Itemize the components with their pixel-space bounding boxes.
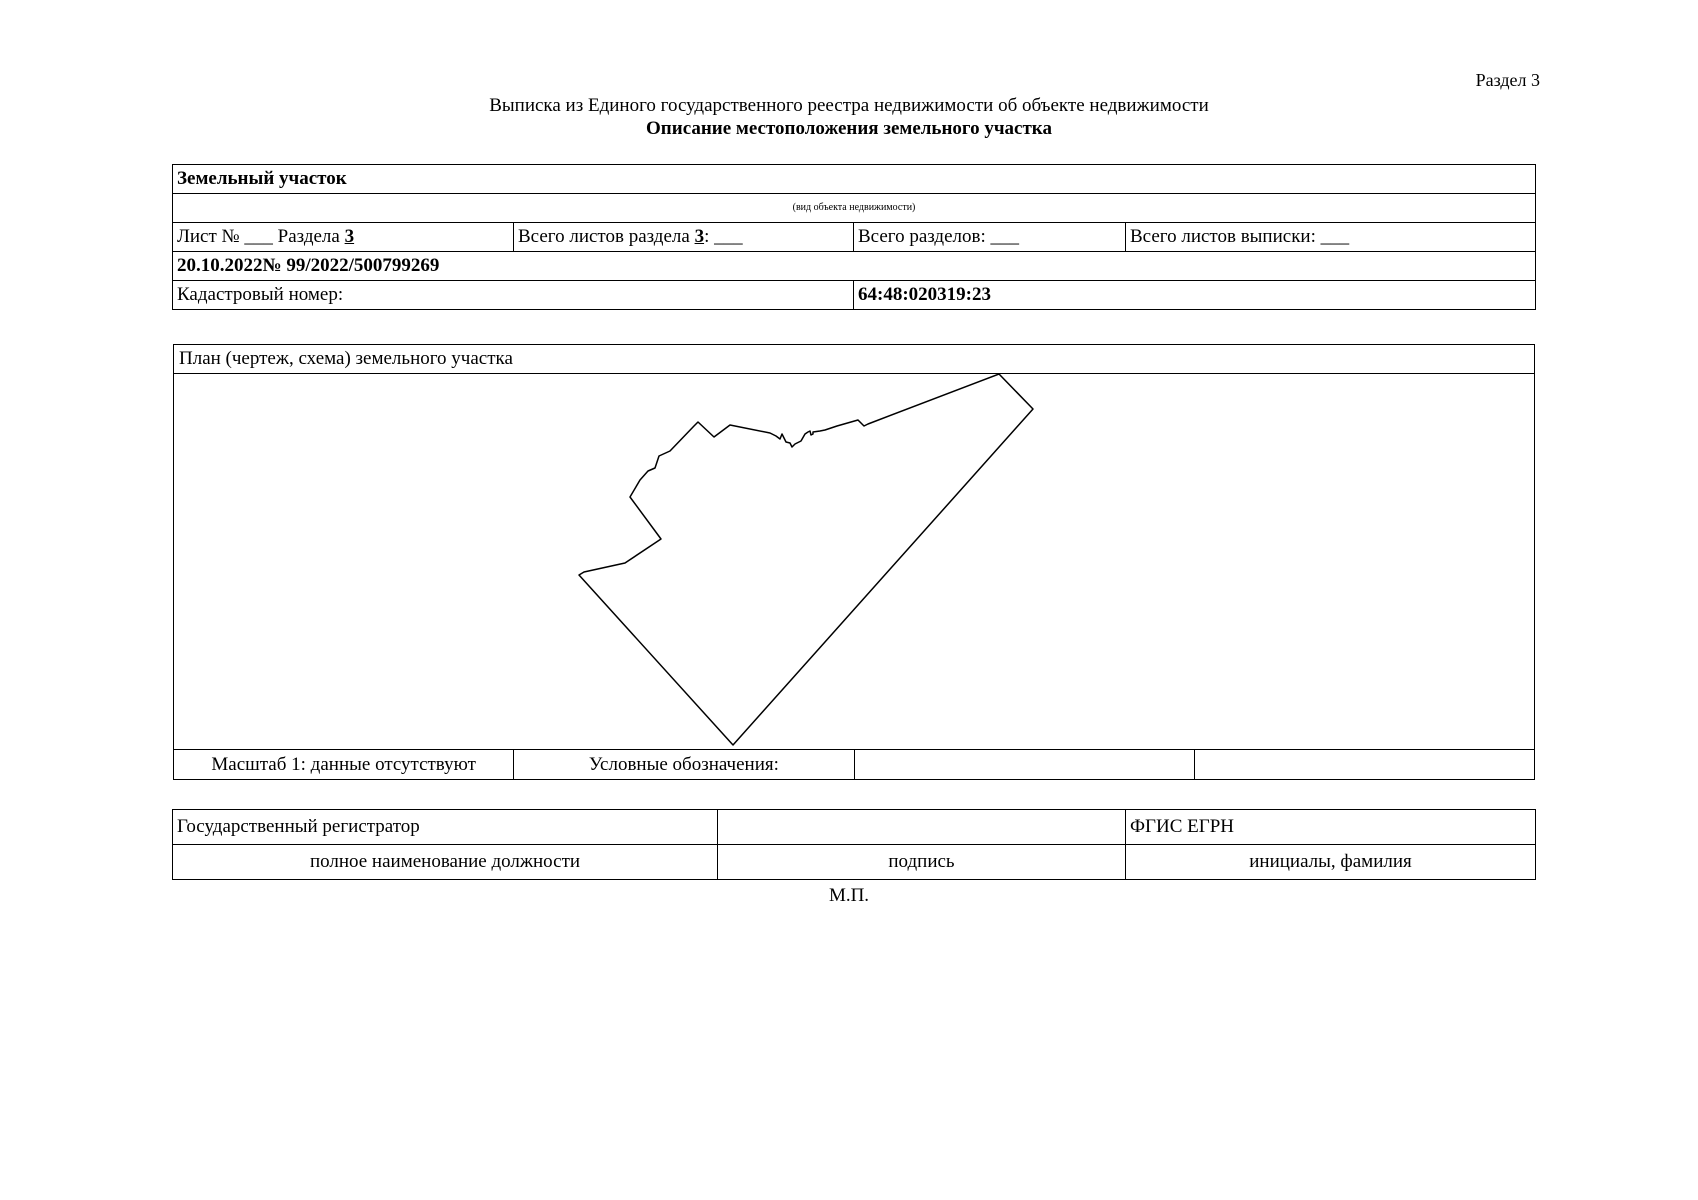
extract-subtitle: Описание местоположения земельного участка [646, 118, 1052, 139]
object-type: Земельный участок [173, 165, 1536, 194]
total-sheets-suffix: : ___ [704, 226, 743, 247]
plan-footer-empty-2 [1195, 750, 1534, 779]
sheet-number [173, 223, 514, 252]
name-caption: инициалы, фамилия [1126, 845, 1536, 880]
plan-title: План (чертеж, схема) земельного участка [179, 348, 513, 369]
object-type-caption: (вид объекта недвижимости) [173, 194, 1536, 223]
document-title [0, 94, 1698, 140]
cadastral-number: 64:48:020319:23 [854, 281, 1536, 310]
total-sections: Всего разделов: ___ [854, 223, 1126, 252]
registrar-signature [718, 810, 1126, 845]
land-plot-drawing [174, 374, 1534, 749]
total-extract-sheets: Всего листов выписки: ___ [1126, 223, 1536, 252]
position-caption: полное наименование должности [173, 845, 718, 880]
plan-footer-empty-1 [855, 750, 1195, 779]
total-sheets-number: 3 [694, 226, 705, 247]
signature-table [172, 809, 1536, 880]
plan-footer [174, 749, 1534, 779]
record-date-number: 20.10.2022№ 99/2022/500799269 [173, 252, 1536, 281]
total-sheets-section [514, 223, 854, 252]
plan-legend: Условные обозначения: [514, 750, 854, 779]
sheet-number-label: Лист № ___ Раздела [177, 226, 345, 247]
extract-title: Выписка из Единого государственного реестра недвижимости об объекте недвижимости [489, 95, 1209, 116]
total-sheets-label: Всего листов раздела [518, 226, 695, 247]
plan-scale: Масштаб 1: данные отсутствуют [174, 750, 514, 779]
section-number: 3 [344, 226, 355, 247]
signature-caption: подпись [718, 845, 1126, 880]
header-table [172, 164, 1536, 310]
section-label: Раздел 3 [1475, 70, 1540, 90]
registrar-position: Государственный регистратор [173, 810, 718, 845]
stamp-place: М.П. [828, 885, 870, 906]
plan-box [173, 344, 1535, 780]
registrar-name: ФГИС ЕГРН [1126, 810, 1536, 845]
land-plot-boundary [579, 374, 1033, 745]
cadastral-label: Кадастровый номер: [173, 281, 854, 310]
